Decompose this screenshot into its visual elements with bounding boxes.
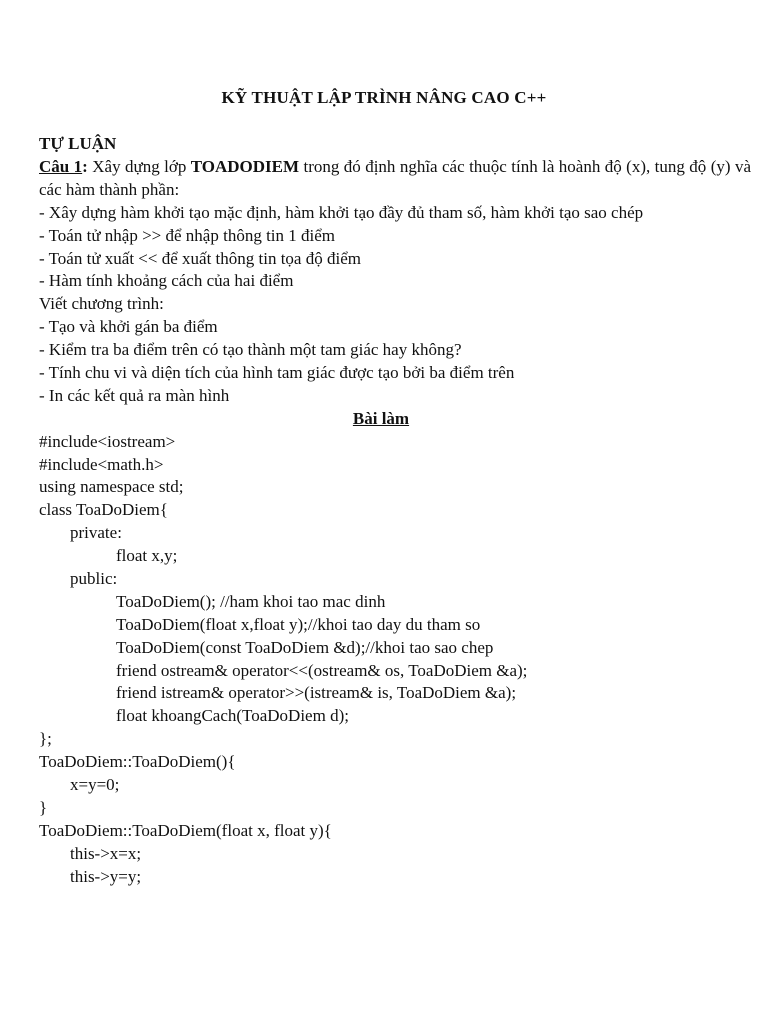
program-task-item: - Tính chu vi và diện tích của hình tam giác được tạo bởi ba điểm trên: [39, 362, 515, 382]
code-line: };: [39, 729, 52, 749]
question-label: Câu 1: [39, 156, 83, 176]
answer-heading: Bài làm: [352, 408, 410, 428]
program-task-item: - Kiểm tra ba điểm trên có tạo thành một tam giác hay không?: [39, 340, 462, 360]
code-line: ToaDoDiem(const ToaDoDiem &d);//khoi tao sao chep: [116, 637, 494, 657]
code-line: ToaDoDiem(); //ham khoi tao mac dinh: [116, 591, 386, 611]
code-line: private:: [70, 523, 122, 543]
question-paragraph: [39, 156, 751, 202]
program-intro: Viết chương trình:: [39, 294, 164, 314]
document-body: [39, 133, 752, 888]
code-line: ToaDoDiem::ToaDoDiem(){: [39, 752, 236, 772]
document-title: KỸ THUẬT LẬP TRÌNH NÂNG CAO C++: [221, 88, 547, 107]
program-task-item: - In các kết quả ra màn hình: [39, 385, 230, 405]
code-line: friend istream& operator>>(istream& is, ToaDoDiem &a);: [116, 683, 517, 703]
code-line: using namespace std;: [39, 477, 184, 497]
code-line: friend ostream& operator<<(ostream& os, ToaDoDiem &a);: [116, 660, 528, 680]
code-line: this->x=x;: [70, 843, 142, 863]
question-text-after: trong đó định nghĩa các thuộc tính là hoành độ (x), tung độ (y) và các hàm thành phần:: [39, 156, 752, 199]
code-line: #include<iostream>: [39, 431, 176, 451]
section-heading: TỰ LUẬN: [39, 134, 117, 153]
requirement-item: - Toán tử nhập >> để nhập thông tin 1 điểm: [39, 225, 336, 245]
requirement-item: - Hàm tính khoảng cách của hai điểm: [39, 271, 294, 291]
code-line: this->y=y;: [70, 866, 142, 886]
code-block: [39, 431, 739, 889]
requirement-item: - Toán tử xuất << để xuất thông tin tọa độ điểm: [39, 248, 361, 268]
code-line: ToaDoDiem(float x,float y);//khoi tao day du tham so: [116, 614, 481, 634]
program-task-item: - Tạo và khởi gán ba điểm: [39, 317, 218, 337]
question-colon: :: [82, 156, 88, 176]
code-line: }: [39, 797, 48, 817]
code-line: class ToaDoDiem{: [39, 500, 168, 520]
code-line: public:: [70, 568, 118, 588]
code-line: #include<math.h>: [39, 454, 164, 474]
code-line: x=y=0;: [70, 774, 120, 794]
requirement-item: - Xây dựng hàm khởi tạo mặc định, hàm khởi tạo đầy đủ tham số, hàm khởi tạo sao chép: [39, 202, 644, 222]
code-line: float khoangCach(ToaDoDiem d);: [116, 706, 349, 726]
question-text-before: Xây dựng lớp: [87, 156, 191, 176]
question-class-name: TOADODIEM: [190, 156, 300, 176]
code-line: ToaDoDiem::ToaDoDiem(float x, float y){: [39, 820, 332, 840]
code-line: float x,y;: [116, 546, 178, 566]
